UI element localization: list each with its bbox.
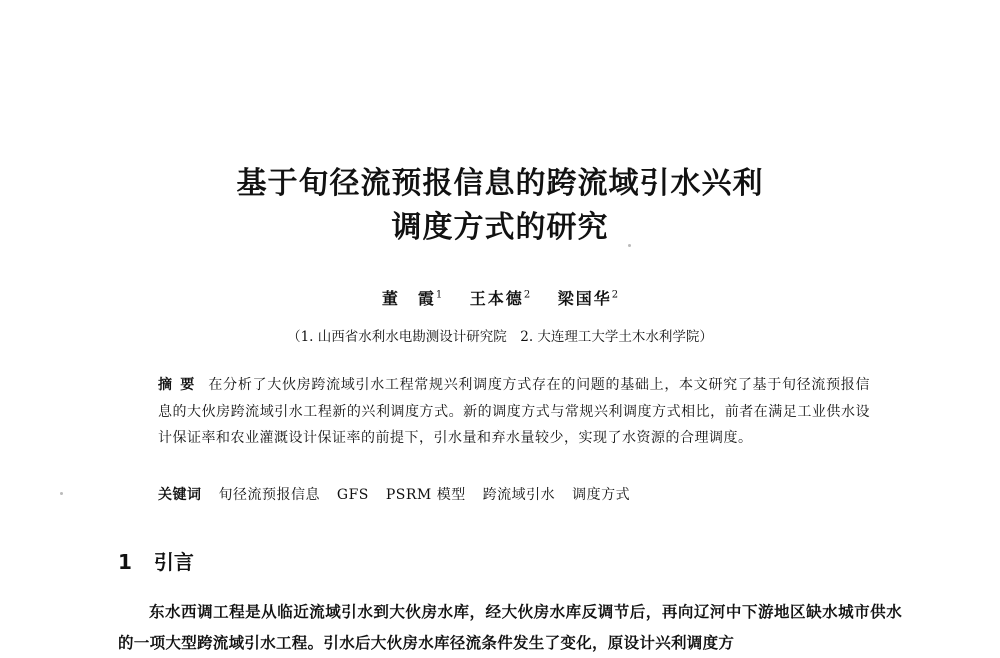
author-affil-mark: 1	[435, 289, 443, 301]
scan-speck	[628, 244, 631, 247]
keyword: PSRM 模型	[385, 487, 466, 503]
keywords-label: 关键词	[158, 487, 202, 503]
paper-title-line-1: 基于旬径流预报信息的跨流域引水兴利	[236, 166, 764, 201]
author-name: 王本德	[469, 289, 524, 308]
author-1	[382, 289, 442, 308]
keyword: GFS	[336, 487, 369, 503]
scan-speck	[60, 492, 63, 495]
author-list	[0, 286, 1000, 309]
author-name: 梁国华	[557, 289, 612, 308]
author-3	[558, 289, 618, 308]
keywords	[158, 484, 870, 504]
paper-title-line-2: 调度方式的研究	[391, 210, 609, 245]
abstract-text: 在分析了大伙房跨流域引水工程常规兴利调度方式存在的问题的基础上，本文研究了基于旬径流预报信息的大伙房跨流域引水工程新的兴利调度方式。新的调度方式与常规兴利调度方式相比，前者在满足工业供水设计保证率和农业灌溉设计保证率的前提下，引水量和弃水量较少，实现了水资源的合理调度。	[158, 377, 871, 446]
author-2	[470, 289, 530, 308]
body-text	[118, 596, 902, 658]
keyword: 跨流域引水	[482, 487, 556, 503]
author-affil-mark: 2	[523, 289, 531, 301]
affiliations: （1. 山西省水利水电勘测设计研究院 2. 大连理工大学土木水利学院）	[287, 329, 713, 345]
abstract-label: 摘要	[158, 377, 203, 393]
section-heading	[118, 546, 194, 575]
author-affil-mark: 2	[611, 289, 619, 301]
section-title: 引言	[153, 550, 194, 574]
section-number: 1	[118, 550, 132, 574]
keyword: 旬径流预报信息	[218, 487, 320, 503]
abstract	[158, 372, 870, 452]
author-name: 董 霞	[381, 289, 436, 308]
keyword: 调度方式	[572, 487, 631, 503]
body-paragraph: 东水西调工程是从临近流域引水到大伙房水库，经大伙房水库反调节后，再向辽河中下游地区缺水城市供水的一项大型跨流域引水工程。引水后大伙房水库径流条件发生了变化，原设计兴利调度方	[118, 602, 902, 652]
